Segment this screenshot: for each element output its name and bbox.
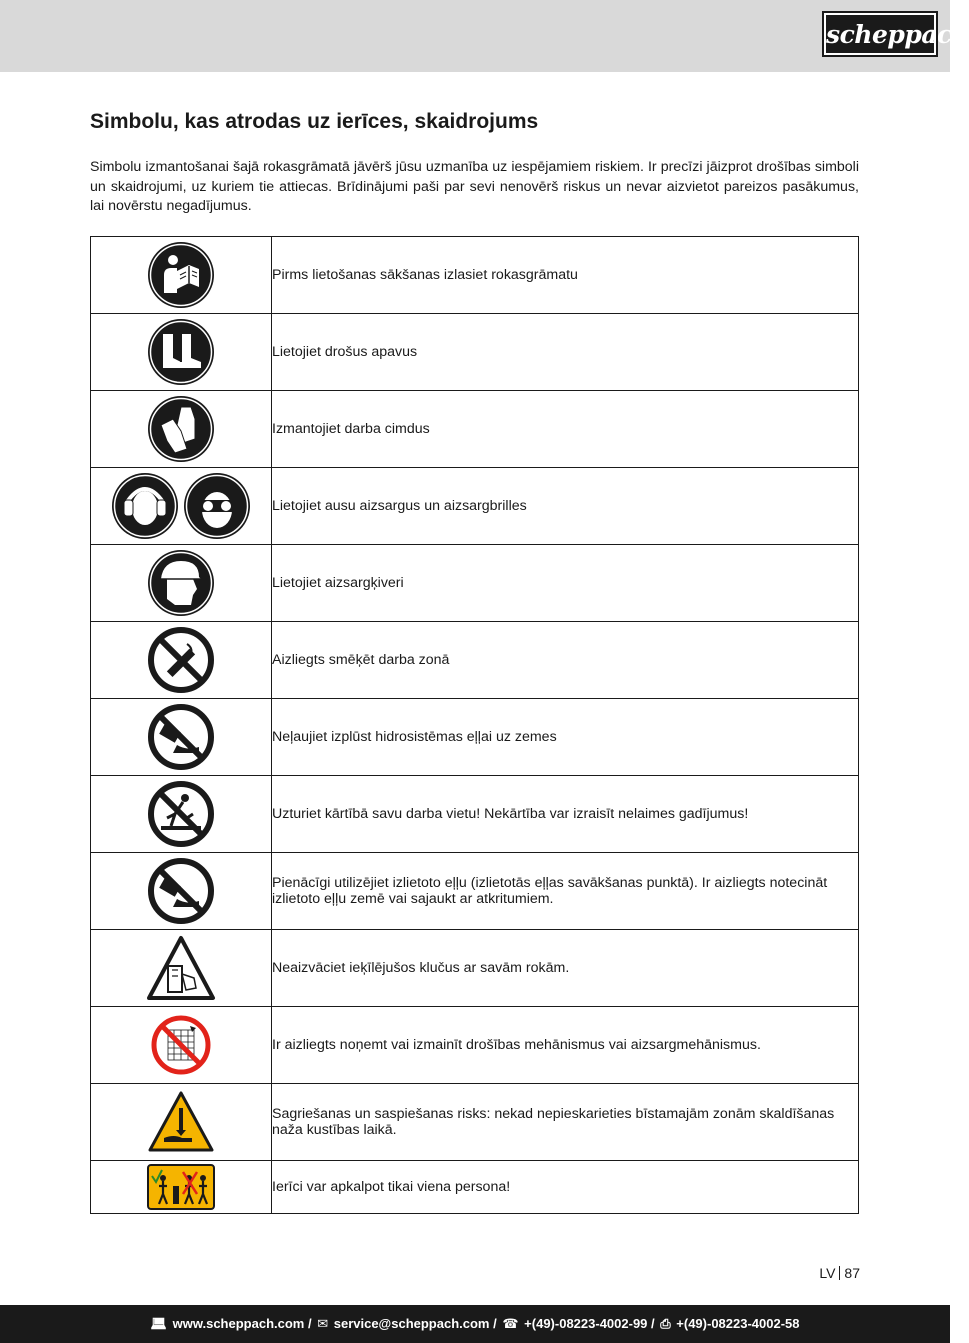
row-text: Aizliegts smēķēt darba zonā xyxy=(272,622,859,699)
safety-boots-icon xyxy=(147,318,215,386)
laptop-icon: 💻︎ xyxy=(150,1316,167,1331)
table-row xyxy=(91,314,859,391)
helmet-icon xyxy=(147,549,215,617)
row-text: Neaizvāciet ieķīlējušos klučus ar savām rokām. xyxy=(272,930,859,1007)
table-row xyxy=(91,853,859,930)
no-guard-removal-icon xyxy=(150,1014,212,1076)
fax-icon: ⎙ xyxy=(660,1316,671,1331)
footer-band xyxy=(0,1305,950,1343)
no-tripping-icon xyxy=(147,780,215,848)
footer-email-link[interactable]: service@scheppach.com / xyxy=(333,1316,497,1331)
table-row xyxy=(91,776,859,853)
eye-protection-icon xyxy=(183,472,251,540)
row-text: Lietojiet ausu aizsargus un aizsargbrilles xyxy=(272,468,859,545)
row-text: Izmantojiet darba cimdus xyxy=(272,391,859,468)
row-text: Lietojiet drošus apavus xyxy=(272,314,859,391)
no-smoking-icon xyxy=(147,626,215,694)
gloves-icon xyxy=(147,395,215,463)
table-row xyxy=(91,545,859,622)
phone-icon: ☎ xyxy=(502,1316,519,1331)
header-band xyxy=(0,0,950,72)
single-operator-icon xyxy=(147,1164,215,1210)
table-row xyxy=(91,1161,859,1214)
row-text: Pienācīgi utilizējiet izlietoto eļļu (izlietotās eļļas savākšanas punktā). Ir aizliegts notecināt izlietoto eļļu zemē vai sajaukt ar atkritumiem. xyxy=(272,853,859,930)
page-number-divider xyxy=(839,1266,840,1280)
row-text: Ierīci var apkalpot tikai viena persona! xyxy=(272,1161,859,1214)
intro-paragraph: Simbolu izmantošanai šajā rokasgrāmatā jāvērš jūsu uzmanība uz iespējamiem riskiem. Ir precīzi jāizprot drošības simboli un skaidrojumi, uz kuriem tie attiecas. Brīdinājumi paši par sevi nenovērš riskus un nevar aizvietot pareizos pasākumus, lai novērstu negadījumus. xyxy=(90,159,859,214)
table-row xyxy=(91,391,859,468)
footer-fax: +(49)-08223-4002-58 xyxy=(676,1316,800,1331)
row-text: Neļaujiet izplūst hidrosistēmas eļļai uz zemes xyxy=(272,699,859,776)
table-row xyxy=(91,930,859,1007)
page-lang: LV xyxy=(819,1265,836,1281)
jammed-log-warning-icon xyxy=(146,934,216,1002)
symbols-table xyxy=(90,236,859,1214)
no-oil-spill-icon xyxy=(147,703,215,771)
footer-website-link[interactable]: www.scheppach.com / xyxy=(172,1316,312,1331)
table-row xyxy=(91,1007,859,1084)
ear-protection-icon xyxy=(111,472,179,540)
scheppach-logo: scheppach xyxy=(824,13,936,55)
table-row xyxy=(91,699,859,776)
table-row xyxy=(91,622,859,699)
page-number xyxy=(780,1265,860,1281)
crush-hazard-icon xyxy=(148,1090,214,1154)
row-text: Pirms lietošanas sākšanas izlasiet rokasgrāmatu xyxy=(272,237,859,314)
table-row xyxy=(91,237,859,314)
table-row xyxy=(91,468,859,545)
row-text: Lietojiet aizsargķiveri xyxy=(272,545,859,622)
table-row xyxy=(91,1084,859,1161)
no-oil-disposal-icon xyxy=(147,857,215,925)
row-text: Ir aizliegts noņemt vai izmainīt drošības mehānismus vai aizsargmehānismus. xyxy=(272,1007,859,1084)
row-text: Uzturiet kārtībā savu darba vietu! Nekārtība var izraisīt nelaimes gadījumus! xyxy=(272,776,859,853)
footer-phone: +(49)-08223-4002-99 / xyxy=(524,1316,655,1331)
page-number-value: 87 xyxy=(844,1265,860,1281)
row-text: Sagriešanas un saspiešanas risks: nekad nepieskarieties bīstamajām zonām skaldīšanas naža kustības laikā. xyxy=(272,1084,859,1161)
read-manual-icon xyxy=(147,241,215,309)
email-icon: ✉ xyxy=(317,1316,329,1331)
page-title: Simbolu, kas atrodas uz ierīces, skaidrojums xyxy=(90,110,539,133)
